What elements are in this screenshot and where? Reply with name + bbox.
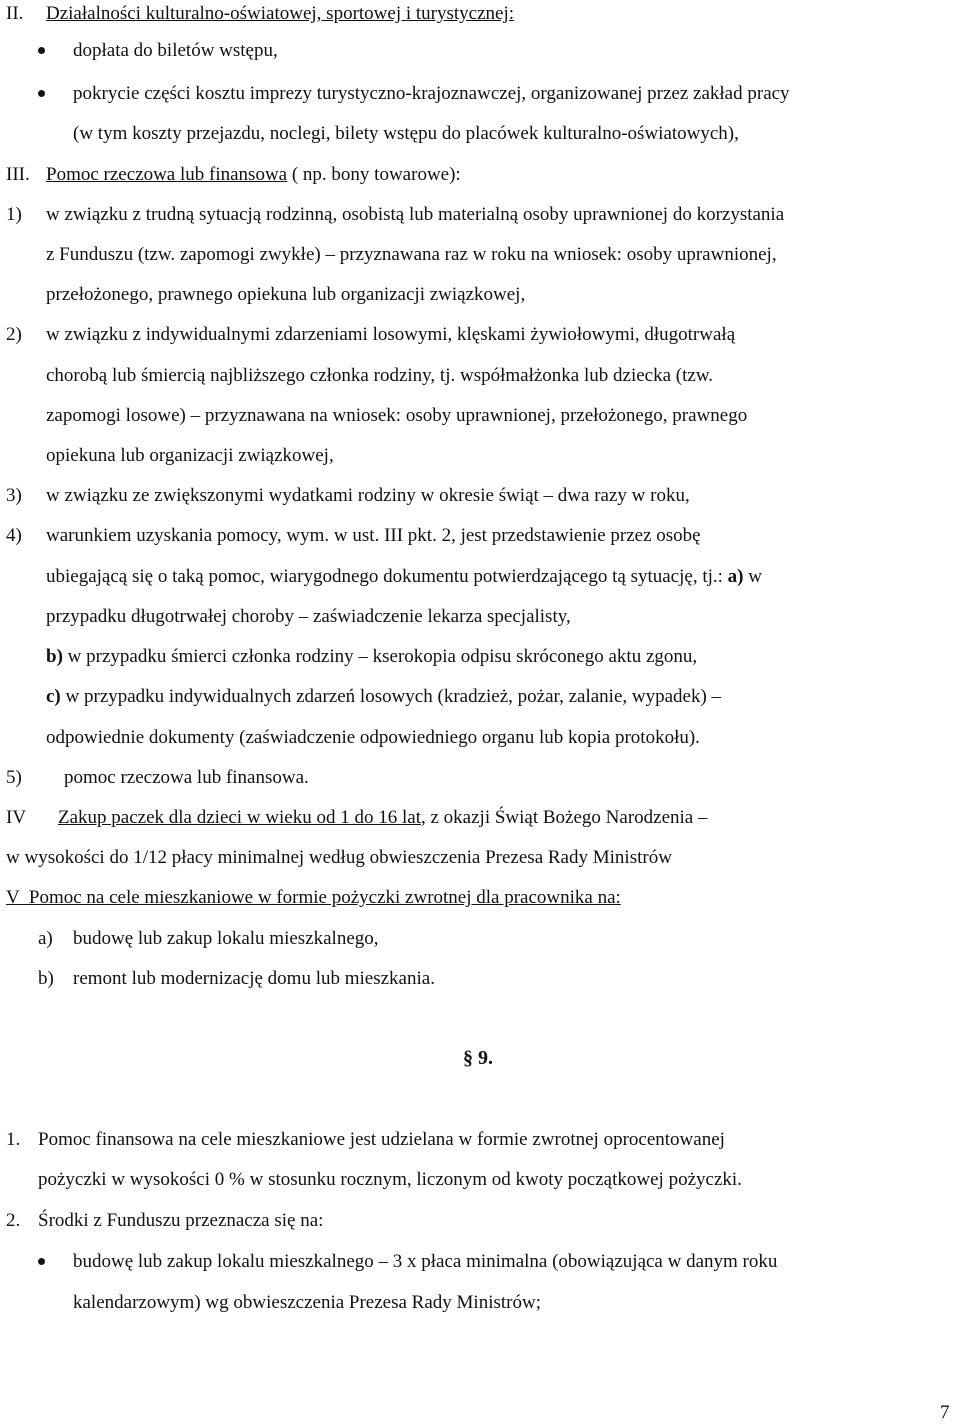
item-3-line-1: w związku ze zwiększonymi wydatkami rodziny w okresie świąt – dwa razy w roku,	[46, 485, 690, 506]
section-iii-title-underlined: Pomoc rzeczowa lub finansowa	[46, 164, 288, 185]
section-v-item-a: budowę lub zakup lokalu mieszkalnego,	[73, 928, 379, 949]
section-iv-title-rest: , z okazji Świąt Bożego Narodzenia –	[421, 807, 708, 828]
section-ii-bullet-1: dopłata do biletów wstępu,	[73, 40, 278, 61]
section-ii-bullet-2-line-2: (w tym koszty przejazdu, noclegi, bilety wstępu do placówek kulturalno-oświatowych),	[73, 123, 739, 144]
item-4-c-text: w przypadku indywidualnych zdarzeń losowych (kradzież, pożar, zalanie, wypadek) –	[65, 686, 722, 707]
section-iv-title-underlined: Zakup paczek dla dzieci w wieku od 1 do 16 lat	[58, 807, 421, 828]
section-v-title: V Pomoc na cele mieszkaniowe w formie pożyczki zwrotnej dla pracownika na:	[6, 887, 621, 908]
par9-point-1-number: 1.	[6, 1129, 21, 1150]
section-iii-title-rest: ( np. bony towarowe):	[291, 164, 461, 185]
item-4-label-a: a)	[727, 566, 744, 587]
item-5-number: 5)	[6, 767, 22, 788]
item-4-b-text: w przypadku śmierci członka rodziny – kserokopia odpisu skróconego aktu zgonu,	[67, 646, 698, 667]
item-2-number: 2)	[6, 324, 22, 345]
par9-point-2-line-1: Środki z Funduszu przeznacza się na:	[38, 1210, 324, 1231]
section-v-item-b: remont lub modernizację domu lub mieszkania.	[73, 968, 435, 989]
section-iii-title	[46, 163, 461, 187]
item-4-label-b: b)	[46, 646, 63, 667]
item-2-line-1: w związku z indywidualnymi zdarzeniami losowymi, klęskami żywiołowymi, długotrwałą	[46, 324, 736, 345]
section-ii-bullet-2-line-1: pokrycie części kosztu imprezy turystyczno-krajoznawczej, organizowanej przez zakład pracy	[73, 83, 790, 104]
item-4-c-line-2: odpowiednie dokumenty (zaświadczenie odpowiedniego organu lub kopia protokołu).	[46, 727, 700, 748]
section-iii-number: III.	[6, 164, 30, 185]
item-2-line-4: opiekuna lub organizacji związkowej,	[46, 445, 334, 466]
section-iv-number: IV	[6, 807, 27, 828]
page-number: 7	[940, 1402, 950, 1423]
item-2-line-3: zapomogi losowe) – przyznawana na wniosek: osoby uprawnionej, przełożonego, prawnego	[46, 405, 748, 426]
par9-bullet-1-line-1: budowę lub zakup lokalu mieszkalnego – 3 x płaca minimalna (obowiązująca w danym roku	[73, 1251, 778, 1272]
item-4-label-c: c)	[46, 686, 61, 707]
bullet-icon	[38, 47, 45, 54]
item-4-b	[46, 645, 697, 669]
par9-bullet-1-line-2: kalendarzowym) wg obwieszczenia Prezesa Rady Ministrów;	[73, 1292, 541, 1313]
item-1-number: 1)	[6, 204, 22, 225]
item-4-line-1: warunkiem uzyskania pomocy, wym. w ust. III pkt. 2, jest przedstawienie przez osobę	[46, 525, 701, 546]
section-iv-title	[58, 806, 707, 830]
item-5-line-1: pomoc rzeczowa lub finansowa.	[64, 767, 309, 788]
item-3-number: 3)	[6, 485, 22, 506]
par9-point-1-line-1: Pomoc finansowa na cele mieszkaniowe jest udzielana w formie zwrotnej oprocentowanej	[38, 1129, 725, 1150]
section-iv-line-2: w wysokości do 1/12 płacy minimalnej według obwieszczenia Prezesa Rady Ministrów	[6, 847, 672, 868]
item-4-line-2-text: ubiegającą się o taką pomoc, wiarygodnego dokumentu potwierdzającego tą sytuację, tj.:	[46, 566, 723, 587]
item-4-line-2-end: w	[748, 566, 762, 587]
section-v-label-a: a)	[38, 928, 53, 949]
par9-point-2-number: 2.	[6, 1210, 21, 1231]
item-4-c	[46, 685, 721, 709]
section-ii-title: Działalności kulturalno-oświatowej, sportowej i turystycznej:	[46, 3, 515, 24]
section-ii-number: II.	[6, 3, 24, 24]
par9-point-1-line-2: pożyczki w wysokości 0 % w stosunku rocznym, liczonym od kwoty początkowej pożyczki.	[38, 1169, 742, 1190]
item-1-line-2: z Funduszu (tzw. zapomogi zwykłe) – przyznawana raz w roku na wniosek: osoby uprawnionej,	[46, 244, 777, 265]
item-1-line-1: w związku z trudną sytuacją rodzinną, osobistą lub materialną osoby uprawnionej do korzystania	[46, 204, 785, 225]
bullet-icon	[38, 1258, 45, 1265]
item-2-line-2: chorobą lub śmiercią najbliższego członka rodziny, tj. współmałżonka lub dziecka (tzw.	[46, 365, 714, 386]
bullet-icon	[38, 90, 45, 97]
item-4-line-2	[46, 565, 762, 589]
item-4-line-3: przypadku długotrwałej choroby – zaświadczenie lekarza specjalisty,	[46, 606, 571, 627]
section-v-label-b: b)	[38, 968, 54, 989]
item-1-line-3: przełożonego, prawnego opiekuna lub organizacji związkowej,	[46, 284, 526, 305]
item-4-number: 4)	[6, 525, 22, 546]
paragraph-9-heading: § 9.	[463, 1047, 493, 1069]
